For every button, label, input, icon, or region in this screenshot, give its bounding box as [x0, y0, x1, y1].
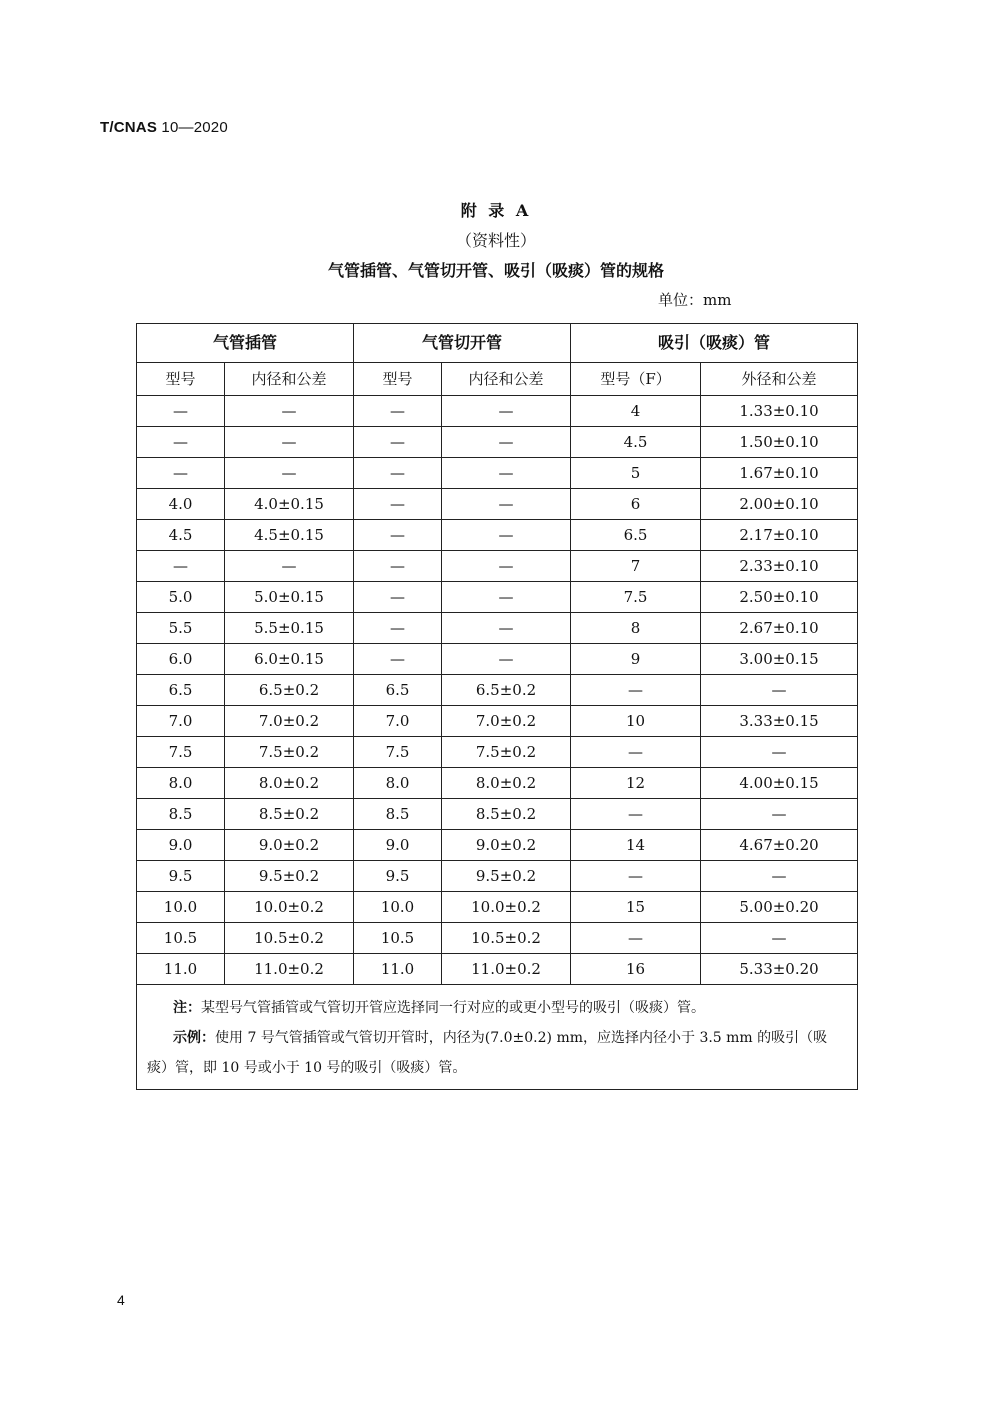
table-cell: 5.5±0.15	[225, 613, 354, 644]
specification-table	[136, 323, 858, 1090]
table-row	[137, 799, 858, 830]
note-text: 某型号气管插管或气管切开管应选择同一行对应的或更小型号的吸引（吸痰）管。	[201, 1000, 705, 1016]
example-label: 示例：	[173, 1030, 215, 1046]
table-cell: —	[137, 458, 225, 489]
table-row	[137, 923, 858, 954]
table-cell: 4.0±0.15	[225, 489, 354, 520]
table-cell: 5.33±0.20	[701, 954, 858, 985]
unit-label: 单位：mm	[658, 291, 732, 309]
table-cell: —	[137, 551, 225, 582]
table-cell: 7.0	[354, 706, 442, 737]
page-number: 4	[117, 1292, 125, 1308]
table-cell: 11.0	[137, 954, 225, 985]
table-cell: 15	[571, 892, 701, 923]
table-cell: 9.5±0.2	[225, 861, 354, 892]
table-cell: 6.5±0.2	[442, 675, 571, 706]
table-row	[137, 489, 858, 520]
table-cell: —	[442, 458, 571, 489]
table-cell: —	[137, 427, 225, 458]
table-cell: 10.0±0.2	[442, 892, 571, 923]
table-cell: —	[225, 551, 354, 582]
table-cell: —	[571, 675, 701, 706]
table-cell: 14	[571, 830, 701, 861]
column-header: 型号	[137, 363, 225, 396]
table-cell: 8.0±0.2	[225, 768, 354, 799]
table-cell: 10	[571, 706, 701, 737]
table-cell: —	[701, 923, 858, 954]
table-row	[137, 737, 858, 768]
table-cell: 2.17±0.10	[701, 520, 858, 551]
table-cell: 6	[571, 489, 701, 520]
table-row	[137, 706, 858, 737]
example-text: 使用 7 号气管插管或气管切开管时，内径为(7.0±0.2) mm，应选择内径小于 3.5 mm 的吸引（吸痰）管，即 10 号或小于 10 号的吸引（吸痰）管。	[147, 1030, 828, 1076]
table-cell: 8.0	[137, 768, 225, 799]
column-header: 型号（F）	[571, 363, 701, 396]
table-row	[137, 861, 858, 892]
document-code-number: 10—2020	[161, 119, 228, 136]
table-cell: 7.0	[137, 706, 225, 737]
table-cell: —	[354, 551, 442, 582]
table-cell: 1.33±0.10	[701, 396, 858, 427]
table-cell: —	[225, 427, 354, 458]
table-row	[137, 644, 858, 675]
table-cell: 7.5±0.2	[225, 737, 354, 768]
table-cell: 8.5±0.2	[225, 799, 354, 830]
table-cell: —	[354, 396, 442, 427]
table-cell: —	[442, 644, 571, 675]
table-cell: —	[701, 861, 858, 892]
table-cell: 1.50±0.10	[701, 427, 858, 458]
table-cell: 12	[571, 768, 701, 799]
table-cell: 2.00±0.10	[701, 489, 858, 520]
table-row	[137, 675, 858, 706]
table-cell: 7.5	[137, 737, 225, 768]
table-cell: —	[354, 613, 442, 644]
table-cell: 9.5	[354, 861, 442, 892]
table-cell: —	[701, 799, 858, 830]
table-cell: 4.5	[571, 427, 701, 458]
table-cell: 10.5	[354, 923, 442, 954]
table-cell: —	[442, 489, 571, 520]
table-cell: —	[442, 520, 571, 551]
table-cell: 6.5	[137, 675, 225, 706]
table-cell: 8.5	[354, 799, 442, 830]
table-cell: 4.5	[137, 520, 225, 551]
table-cell: 10.0±0.2	[225, 892, 354, 923]
table-cell: 4.5±0.15	[225, 520, 354, 551]
table-cell: 10.0	[137, 892, 225, 923]
table-cell: 4.0	[137, 489, 225, 520]
table-cell: 7.5±0.2	[442, 737, 571, 768]
table-cell: —	[571, 923, 701, 954]
column-header: 内径和公差	[225, 363, 354, 396]
group-header-tracheostomy-tube: 气管切开管	[354, 324, 571, 363]
table-row	[137, 582, 858, 613]
table-cell: 8.5	[137, 799, 225, 830]
table-cell: 9	[571, 644, 701, 675]
table-cell: 8.0	[354, 768, 442, 799]
table-cell: —	[571, 737, 701, 768]
table-row	[137, 427, 858, 458]
table-cell: 7.0±0.2	[442, 706, 571, 737]
table-cell: 9.0±0.2	[442, 830, 571, 861]
appendix-title: 附 录 A	[460, 201, 532, 220]
group-header-suction-catheter: 吸引（吸痰）管	[571, 324, 858, 363]
table-cell: 4.67±0.20	[701, 830, 858, 861]
table-row	[137, 613, 858, 644]
table-cell: 4.00±0.15	[701, 768, 858, 799]
example-line	[147, 1023, 847, 1083]
table-cell: —	[442, 551, 571, 582]
note-label: 注：	[173, 1000, 201, 1016]
column-header: 型号	[354, 363, 442, 396]
table-cell: —	[442, 613, 571, 644]
table-caption: 气管插管、气管切开管、吸引（吸痰）管的规格	[327, 261, 664, 280]
table-cell: —	[354, 644, 442, 675]
table-cell: 10.5±0.2	[442, 923, 571, 954]
table-row	[137, 830, 858, 861]
table-cell: —	[354, 489, 442, 520]
table-cell: 16	[571, 954, 701, 985]
table-cell: 6.0	[137, 644, 225, 675]
table-cell: 5	[571, 458, 701, 489]
table-cell: —	[354, 427, 442, 458]
table-cell: 3.00±0.15	[701, 644, 858, 675]
table-row	[137, 768, 858, 799]
column-header: 内径和公差	[442, 363, 571, 396]
table-cell: 7	[571, 551, 701, 582]
table-cell: 6.5	[571, 520, 701, 551]
table-cell: 5.00±0.20	[701, 892, 858, 923]
table-cell: —	[701, 675, 858, 706]
document-code	[100, 119, 228, 136]
table-cell: 5.0±0.15	[225, 582, 354, 613]
note-line	[147, 993, 847, 1023]
table-cell: 11.0±0.2	[442, 954, 571, 985]
table-cell: —	[225, 458, 354, 489]
table-cell: 4	[571, 396, 701, 427]
table-cell: 10.5	[137, 923, 225, 954]
table-cell: —	[442, 427, 571, 458]
table-cell: 5.0	[137, 582, 225, 613]
table-cell: —	[137, 396, 225, 427]
table-cell: 8	[571, 613, 701, 644]
table-cell: 10.5±0.2	[225, 923, 354, 954]
table-cell: 2.50±0.10	[701, 582, 858, 613]
table-cell: 9.0	[137, 830, 225, 861]
table-row	[137, 892, 858, 923]
table-cell: —	[354, 458, 442, 489]
table-cell: 9.0±0.2	[225, 830, 354, 861]
table-cell: 1.67±0.10	[701, 458, 858, 489]
table-body	[137, 396, 858, 985]
table-cell: 2.33±0.10	[701, 551, 858, 582]
table-cell: 9.0	[354, 830, 442, 861]
table-cell: 9.5±0.2	[442, 861, 571, 892]
table-cell: 6.5	[354, 675, 442, 706]
table-cell: —	[354, 520, 442, 551]
group-header-endotracheal-tube: 气管插管	[137, 324, 354, 363]
table-row	[137, 458, 858, 489]
table-cell: 8.5±0.2	[442, 799, 571, 830]
table-cell: 11.0±0.2	[225, 954, 354, 985]
table-cell: 2.67±0.10	[701, 613, 858, 644]
table-row	[137, 954, 858, 985]
table-cell: 10.0	[354, 892, 442, 923]
table-row	[137, 551, 858, 582]
appendix-type: （资料性）	[455, 231, 536, 250]
table-cell: —	[354, 582, 442, 613]
table-cell: —	[571, 799, 701, 830]
table-cell: 3.33±0.15	[701, 706, 858, 737]
document-code-prefix: T/CNAS	[100, 119, 158, 136]
table-cell: 6.0±0.15	[225, 644, 354, 675]
table-cell: —	[571, 861, 701, 892]
table-cell: —	[442, 396, 571, 427]
table-cell: 9.5	[137, 861, 225, 892]
table-cell: —	[225, 396, 354, 427]
table-cell: 5.5	[137, 613, 225, 644]
table-cell: 7.5	[354, 737, 442, 768]
table-cell: 7.5	[571, 582, 701, 613]
table-cell: —	[442, 582, 571, 613]
table-notes	[137, 985, 858, 1090]
column-header: 外径和公差	[701, 363, 858, 396]
table-cell: 11.0	[354, 954, 442, 985]
table-cell: 6.5±0.2	[225, 675, 354, 706]
table-cell: —	[701, 737, 858, 768]
table-cell: 8.0±0.2	[442, 768, 571, 799]
table-cell: 7.0±0.2	[225, 706, 354, 737]
table-row	[137, 520, 858, 551]
table-row	[137, 396, 858, 427]
